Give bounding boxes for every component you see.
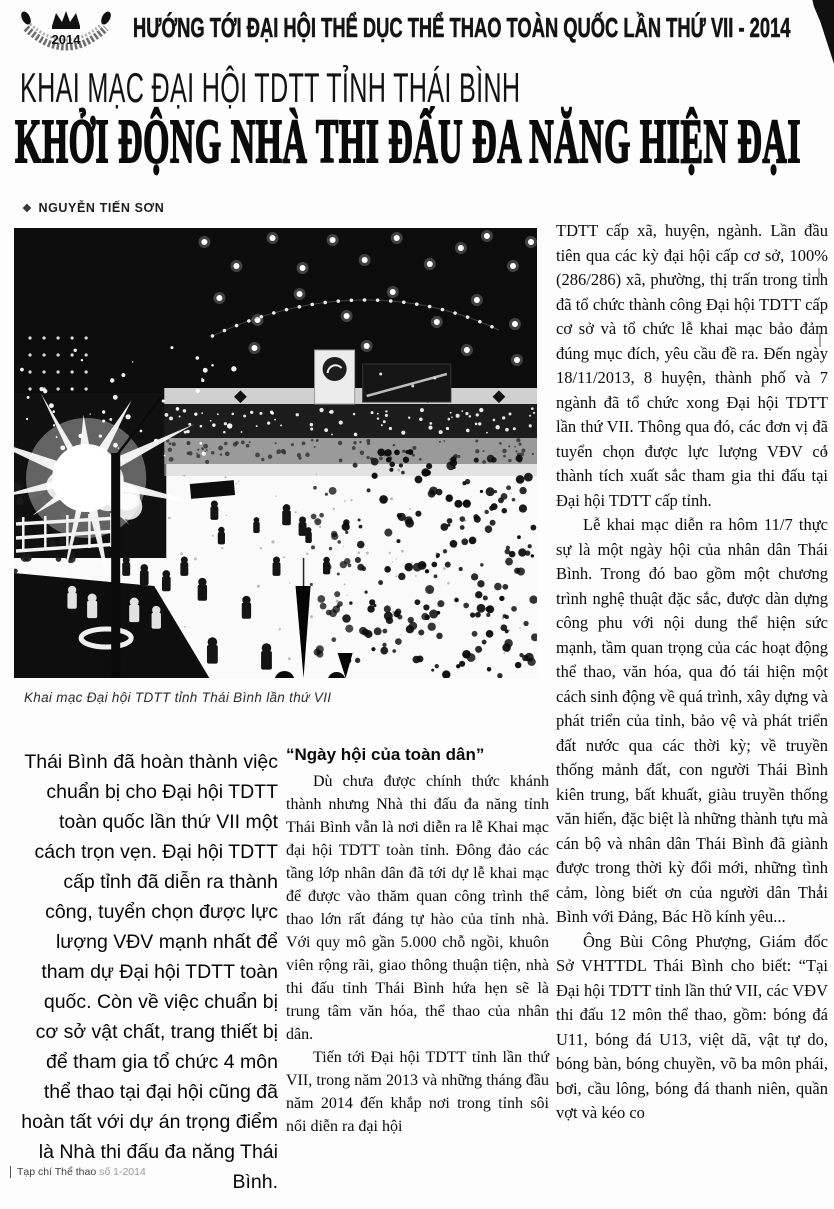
masthead-title: HƯỚNG TỚI ĐẠI HỘI THỂ DỤC THỂ THAO TOÀN QUỐC LẦN THỨ VII - 2014 — [133, 12, 791, 43]
scan-artifact — [819, 884, 821, 895]
page-footer — [10, 1166, 146, 1178]
ceremony-photo — [14, 228, 537, 678]
column-right — [556, 219, 828, 1126]
scan-artifact — [818, 268, 820, 278]
article-kicker: KHAI MẠC ĐẠI HỘI TDTT TỈNH THÁI BÌNH — [20, 64, 521, 111]
corner-wedge — [798, 0, 834, 64]
diamond-bullet-icon: ❖ — [22, 203, 33, 215]
scan-artifact — [819, 333, 821, 347]
paragraph: TDTT cấp xã, huyện, ngành. Lần đầu tiên qua các kỳ đại hội cấp cơ sở, 100% (286/286) xã, phường, thị trấn trong tỉnh đã tổ chức thành công Đại hội TDTT cấp cơ sở và tổ chức lễ khai mạc bảo đảm đúng mục đích, yêu cầu đề ra. Đến ngày 18/11/2013, 8 huyện, thành phố và 7 ngành đã tổ chức xong Đại hội TDTT lần thứ VII. Thông qua đó, các đơn vị đã tuyển chọn được lực lượng VĐV có thành tích xuất sắc tham gia thi đấu tại Đại hội TDTT cấp tỉnh. — [556, 221, 828, 510]
photo-caption: Khai mạc Đại hội TDTT tỉnh Thái Bình lần thứ VII — [24, 690, 332, 705]
scan-artifact — [824, 446, 826, 454]
magazine-name: Tạp chí Thể thao — [17, 1166, 97, 1178]
column-middle — [286, 745, 549, 1138]
author-name: NGUYỄN TIẾN SƠN — [38, 201, 165, 215]
paragraph: Lễ khai mạc diễn ra hôm 11/7 thực sự là một ngày hội của nhân dân Thái Bình. Trong đó bao gồm một chương trình nghệ thuật đặc sắc, được dàn dựng công phu với nội dung thể hiện sức mạnh, tầm quan trọng của các hoạt động thể thao, văn hóa, qua đó tái hiện một cách sinh động về quá trình, xây dựng và phát triển của tỉnh, bảo vệ và phát triển đất nước qua các thời kỳ; về truyền thống mảnh đất, con người Thái Bình kiên trung, bất khuất, giàu truyền thống văn hiến, đặc biệt là những thành tựu mà cán bộ và nhân dân Thái Bình đã giành được trong thời kỳ đổi mới, những tình cảm, lòng biết ơn của người dân Thái Bình với Đảng, Bác Hồ kính yêu... — [556, 515, 828, 926]
paragraph: Ông Bùi Công Phượng, Giám đốc Sở VHTTDL Thái Bình cho biết: “Tại Đại hội TDTT tỉnh lần thứ VII, các VĐV thi đấu 12 môn thể thao, gồm: bóng đá U11, bóng đá U13, việt dã, vật tự do, bóng bàn, bóng chuyền, võ ba môn phái, bơi, cầu lông, bóng đá thanh niên, quần vợt và kéo co — [556, 931, 828, 1122]
lede-paragraph: Thái Bình đã hoàn thành việc chuẩn bị cho Đại hội TDTT toàn quốc lần thứ VII một cách trọn vẹn. Đại hội TDTT cấp tỉnh đã diễn ra thành công, tuyển chọn được lực lượng VĐV mạnh nhất để tham dự Đại hội TDTT toàn quốc. Còn về việc chuẩn bị cơ sở vật chất, trang thiết bị để tham gia tổ chức 4 môn thể thao tại đại hội cũng đã hoàn tất với dự án trọng điểm là Nhà thi đấu đa năng Thái Bình. — [21, 751, 278, 1193]
event-logo — [16, 4, 116, 66]
laurel-wreath-icon — [16, 4, 116, 66]
issue-number: số 1-2014 — [99, 1166, 146, 1178]
paragraph: Dù chưa được chính thức khánh thành nhưng Nhà thi đấu đa năng tỉnh Thái Bình vẫn là nơi diễn ra lễ Khai mạc đại hội TDTT toàn tỉnh. Đông đảo các tầng lớp nhân dân đã tới dự lễ khai mạc để được vào thăm quan công trình thể thao lớn rất đáng tự hào của tỉnh nhà. Với quy mô gần 5.000 chỗ ngồi, khuôn viên rộng rãi, giao thông thuận tiện, nhà thi đấu tỉnh Thái Bình hứa hẹn sẽ là trung tâm văn hóa, thể thao của nhân dân. — [286, 773, 549, 1043]
section-heading: “Ngày hội của toàn dân” — [286, 745, 485, 764]
article-headline: KHỞI ĐỘNG NHÀ THI ĐẤU ĐA NĂNG HIỆN ĐẠI — [15, 108, 802, 176]
paragraph: Tiến tới Đại hội TDTT tỉnh lần thứ VII, trong năm 2013 và những tháng đầu năm 2014 đến khắp nơi trong tỉnh sôi nổi diễn ra đại hội — [286, 1049, 549, 1135]
author-byline — [22, 201, 164, 215]
logo-year: 2014 — [51, 32, 81, 47]
